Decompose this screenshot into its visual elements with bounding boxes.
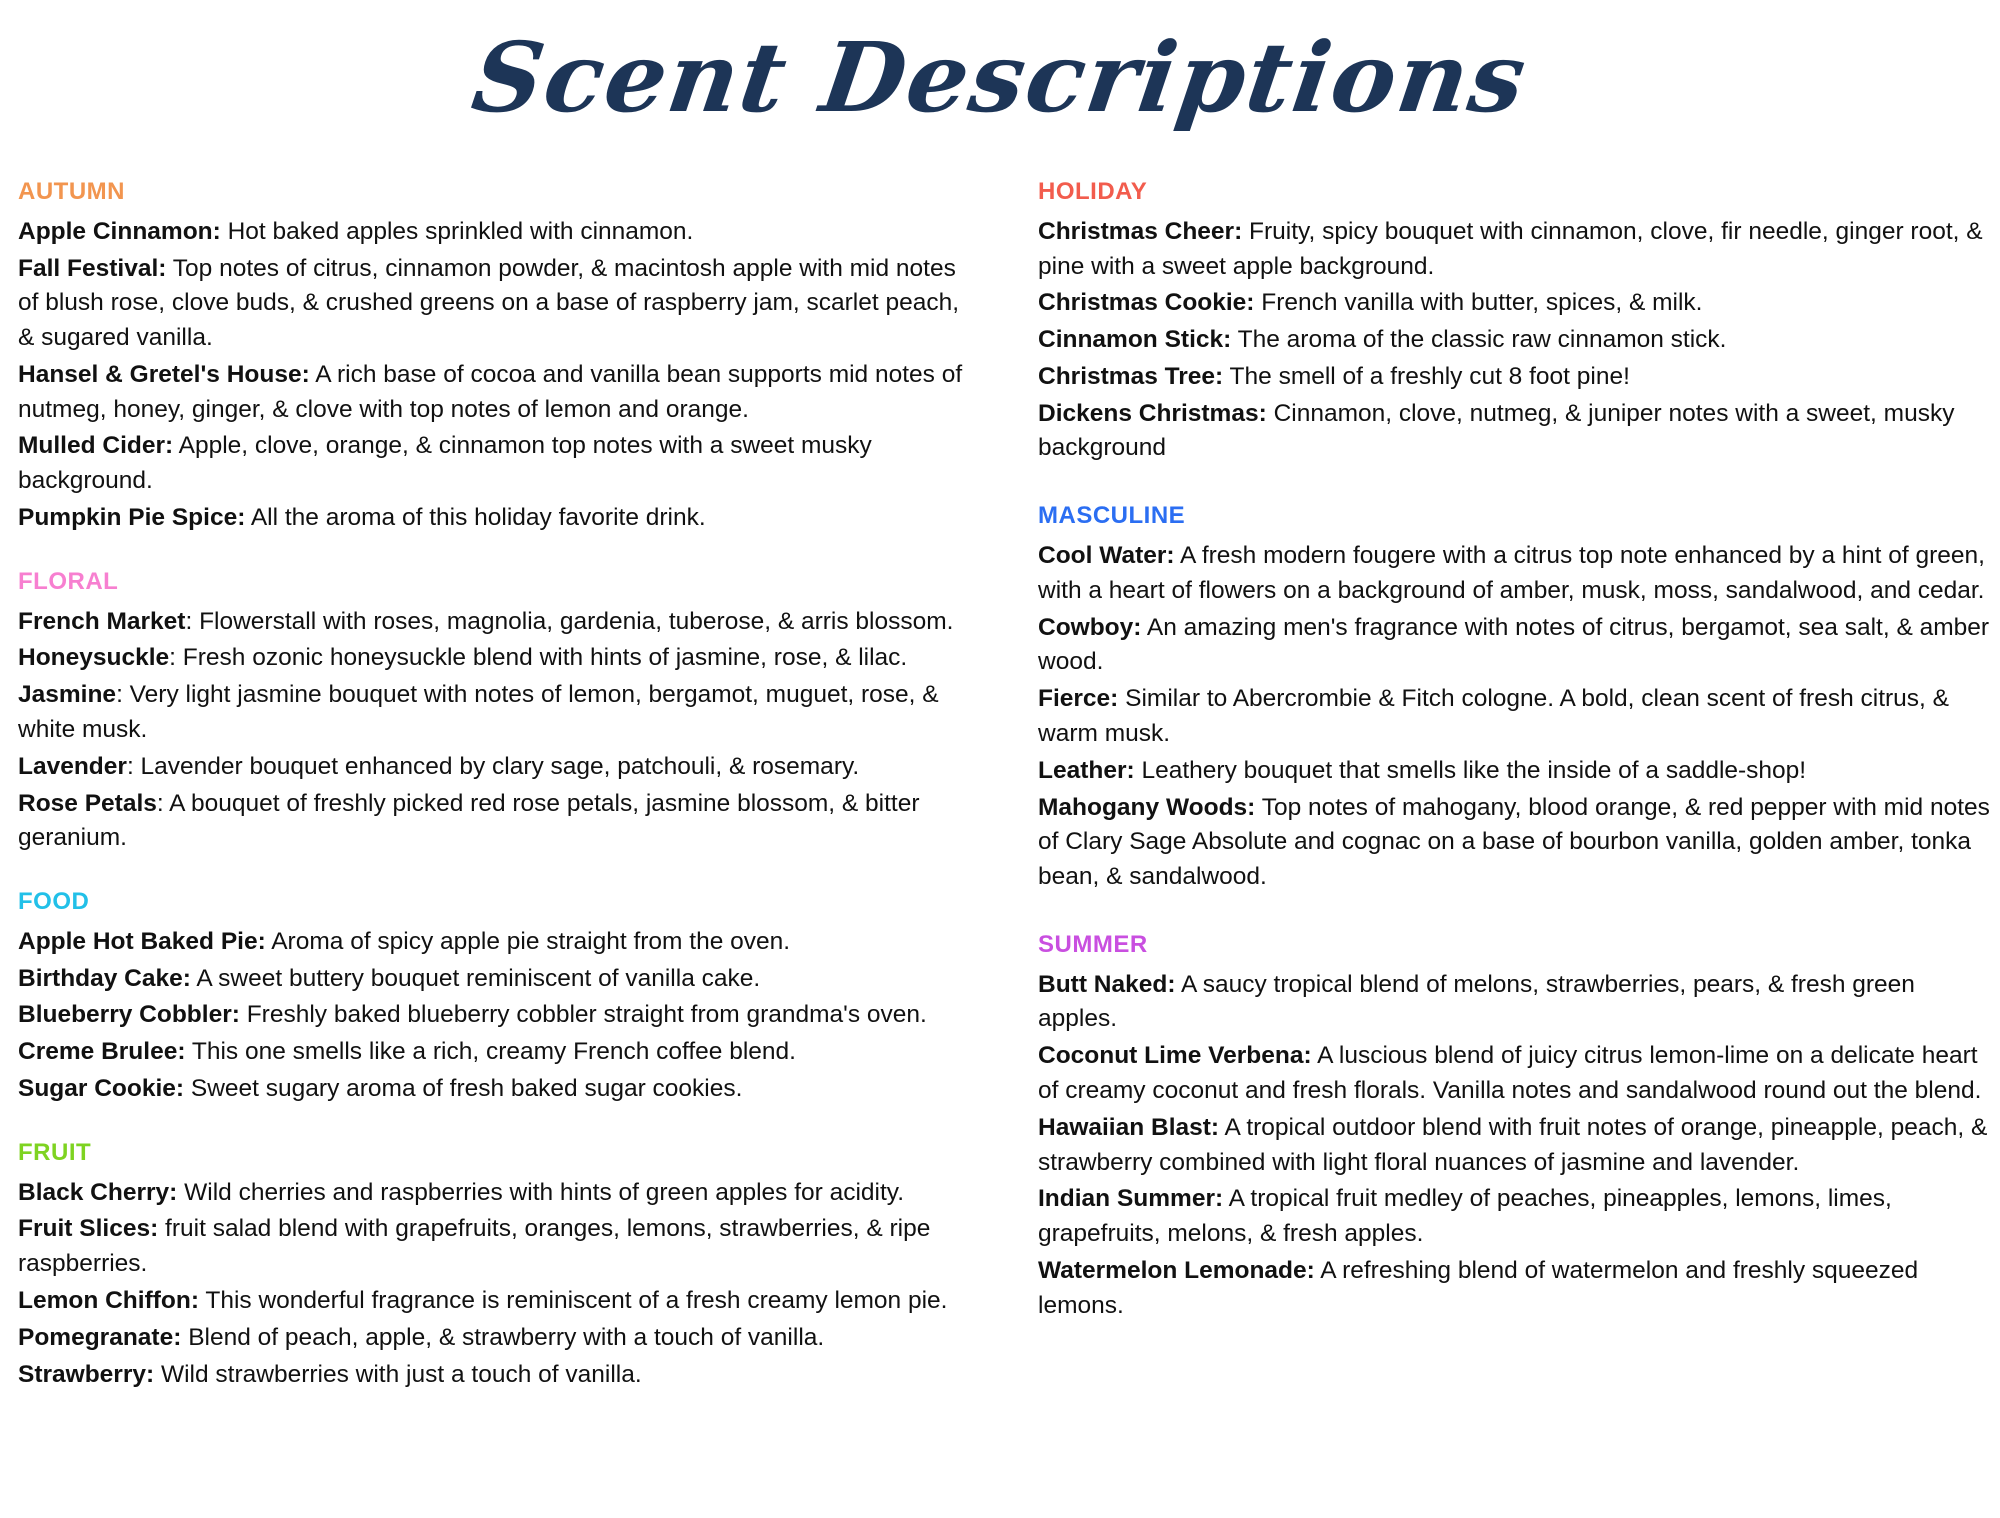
scent-description: : Flowerstall with roses, magnolia, gardenia, tuberose, & arris blossom. — [185, 607, 954, 635]
scent-name: Mahogany Woods: — [1038, 793, 1256, 821]
scent-entry — [18, 501, 978, 536]
scent-description: Similar to Abercrombie & Fitch cologne. A bold, clean scent of fresh citrus, & warm musk. — [1038, 685, 1950, 747]
scent-entry — [1038, 397, 1998, 467]
scent-description: A fresh modern fougere with a citrus top note enhanced by a hint of green, with a heart of flowers on a background of amber, musk, moss, sandalwood, and cedar. — [1038, 542, 1985, 604]
section-heading-fruit: FRUIT — [18, 1138, 92, 1166]
scent-entry — [1038, 539, 1998, 609]
scent-description: : Fresh ozonic honeysuckle blend with hints of jasmine, rose, & lilac. — [169, 644, 908, 672]
scent-description: fruit salad blend with grapefruits, oranges, lemons, strawberries, & ripe raspberries. — [18, 1215, 931, 1278]
section-heading-holiday: HOLIDAY — [1038, 178, 1148, 205]
columns-container — [10, 138, 1990, 1424]
scent-entry — [18, 925, 978, 960]
scent-name: Rose Petals — [18, 789, 157, 817]
scent-section — [18, 178, 978, 536]
scent-name: Watermelon Lemonade: — [1038, 1256, 1315, 1284]
scent-entry — [18, 1321, 978, 1356]
scent-name: Indian Summer: — [1038, 1185, 1224, 1213]
section-heading-masculine: MASCULINE — [1038, 502, 1186, 530]
scent-name: Mulled Cider: — [18, 432, 174, 460]
scent-description: A rich base of cocoa and vanilla bean supports mid notes of nutmeg, honey, ginger, & clove with top notes of lemon and orange. — [18, 360, 963, 423]
scent-name: Jasmine — [18, 681, 117, 709]
scent-entry — [18, 1284, 978, 1319]
scent-entry — [18, 215, 978, 250]
scent-description: : A bouquet of freshly picked red rose petals, jasmine blossom, & bitter geranium. — [18, 789, 920, 852]
scent-entry — [18, 1358, 978, 1393]
scent-description: Aroma of spicy apple pie straight from the oven. — [265, 927, 791, 955]
scent-entry — [18, 787, 978, 857]
scent-entry — [1038, 1254, 1998, 1324]
scent-entry — [18, 750, 978, 785]
scent-description: : Lavender bouquet enhanced by clary sage, patchouli, & rosemary. — [126, 752, 860, 780]
scent-name: Cool Water: — [1038, 542, 1175, 570]
scent-entry — [18, 641, 978, 676]
scent-description: Blend of peach, apple, & strawberry with a touch of vanilla. — [181, 1323, 825, 1351]
scent-description: Cinnamon, clove, nutmeg, & juniper notes with a sweet, musky background — [1038, 399, 1955, 462]
scent-name: Lavender — [18, 752, 127, 780]
scent-section — [1038, 931, 1998, 1324]
scent-name: Hawaiian Blast: — [1038, 1113, 1220, 1141]
right-column — [1038, 178, 1998, 1359]
scent-entry — [1038, 682, 1998, 752]
scent-name: Leather: — [1038, 756, 1135, 784]
scent-description: Leathery bouquet that smells like the inside of a saddle-shop! — [1134, 756, 1807, 784]
scent-section — [1038, 178, 1998, 466]
scent-name: Hansel & Gretel's House: — [18, 360, 310, 388]
left-column — [18, 178, 978, 1424]
scent-name: Coconut Lime Verbena: — [1038, 1042, 1312, 1070]
scent-name: Fruit Slices: — [18, 1215, 159, 1243]
scent-description: Apple, clove, orange, & cinnamon top notes with a sweet musky background. — [18, 432, 872, 495]
scent-description: : Very light jasmine bouquet with notes of lemon, bergamot, muguet, rose, & white musk. — [18, 681, 939, 743]
scent-name: Birthday Cake: — [18, 964, 191, 992]
scent-entry — [1038, 323, 1998, 358]
scent-description: Hot baked apples sprinkled with cinnamon. — [220, 217, 694, 245]
scent-name: Christmas Tree: — [1038, 362, 1224, 390]
scent-entry — [1038, 754, 1998, 789]
scent-name: Fall Festival: — [18, 254, 167, 282]
scent-name: Sugar Cookie: — [18, 1075, 185, 1103]
scent-entry — [18, 252, 978, 356]
scent-entry — [18, 1072, 978, 1107]
scent-description: Freshly baked blueberry cobbler straight from grandma's oven. — [239, 1001, 927, 1029]
scent-entry — [18, 1212, 978, 1282]
scent-description: A luscious blend of juicy citrus lemon-lime on a delicate heart of creamy coconut and fresh florals. Vanilla notes and sandalwood round out the blend. — [1038, 1042, 1982, 1105]
scent-description: All the aroma of this holiday favorite drink. — [245, 504, 706, 532]
scent-description: The smell of a freshly cut 8 foot pine! — [1223, 362, 1630, 390]
scent-name: Cowboy: — [1038, 613, 1142, 641]
section-heading-food: FOOD — [18, 888, 90, 916]
scent-section — [18, 568, 978, 856]
scent-description: Sweet sugary aroma of fresh baked sugar cookies. — [184, 1075, 743, 1103]
scent-description: An amazing men's fragrance with notes of citrus, bergamot, sea salt, & amber wood. — [1038, 613, 1990, 676]
scent-name: Strawberry: — [18, 1360, 155, 1388]
scent-name: Pomegranate: — [18, 1323, 182, 1351]
scent-description: Wild strawberries with just a touch of vanilla. — [154, 1360, 642, 1388]
scent-description: Fruity, spicy bouquet with cinnamon, clove, fir needle, ginger root, & pine with a sweet apple background. — [1038, 217, 1983, 280]
scent-name: Christmas Cookie: — [1038, 289, 1255, 317]
scent-entry — [1038, 1039, 1998, 1109]
scent-entry — [1038, 611, 1998, 681]
scent-entry — [1038, 1182, 1998, 1252]
scent-entry — [18, 678, 978, 748]
scent-name: Fierce: — [1038, 685, 1119, 713]
scent-entry — [1038, 215, 1998, 285]
scent-entry — [18, 358, 978, 428]
scent-entry — [18, 429, 978, 499]
page-title: Scent Descriptions — [466, 21, 1535, 134]
scent-description: Wild cherries and raspberries with hints of green apples for acidity. — [177, 1178, 905, 1206]
scent-description: A sweet buttery bouquet reminiscent of vanilla cake. — [190, 964, 761, 992]
scent-entry — [1038, 360, 1998, 395]
scent-name: French Market — [18, 607, 186, 635]
scent-descriptions-page — [0, 18, 2000, 1518]
scent-name: Black Cherry: — [18, 1178, 178, 1206]
scent-name: Honeysuckle — [18, 644, 170, 672]
scent-entry — [18, 998, 978, 1033]
scent-name: Christmas Cheer: — [1038, 217, 1243, 245]
scent-entry — [1038, 286, 1998, 321]
scent-entry — [18, 962, 978, 997]
scent-name: Apple Cinnamon: — [18, 217, 221, 245]
scent-name: Apple Hot Baked Pie: — [18, 927, 266, 955]
scent-name: Lemon Chiffon: — [18, 1286, 199, 1314]
scent-description: This wonderful fragrance is reminiscent of a fresh creamy lemon pie. — [199, 1286, 948, 1314]
scent-entry — [18, 1176, 978, 1211]
scent-description: Top notes of mahogany, blood orange, & red pepper with mid notes of Clary Sage Absolute and cognac on a base of bourbon vanilla, golden amber, tonka bean, & sandalwood. — [1038, 793, 1990, 891]
scent-section — [18, 888, 978, 1107]
scent-name: Blueberry Cobbler: — [18, 1001, 240, 1029]
scent-description: A saucy tropical blend of melons, strawberries, pears, & fresh green apples. — [1038, 970, 1915, 1033]
scent-description: French vanilla with butter, spices, & milk. — [1254, 289, 1703, 317]
scent-entry — [18, 605, 978, 640]
scent-description: A refreshing blend of watermelon and freshly squeezed lemons. — [1038, 1256, 1919, 1319]
section-heading-floral: FLORAL — [18, 567, 119, 595]
scent-section — [1038, 502, 1998, 895]
scent-description: A tropical fruit medley of peaches, pineapples, lemons, limes, grapefruits, melons, & fresh apples. — [1038, 1185, 1892, 1248]
scent-entry — [1038, 968, 1998, 1038]
section-heading-autumn: AUTUMN — [18, 178, 125, 205]
scent-name: Cinnamon Stick: — [1038, 326, 1232, 354]
scent-description: Top notes of citrus, cinnamon powder, & macintosh apple with mid notes of blush rose, clove buds, & crushed greens on a base of raspberry jam, scarlet peach, & sugared vanilla. — [18, 254, 960, 352]
scent-name: Dickens Christmas: — [1038, 399, 1267, 427]
scent-name: Creme Brulee: — [18, 1038, 186, 1066]
scent-description: A tropical outdoor blend with fruit notes of orange, pineapple, peach, & strawberry combined with light floral nuances of jasmine and lavender. — [1038, 1113, 1988, 1176]
scent-description: This one smells like a rich, creamy French coffee blend. — [185, 1038, 796, 1066]
scent-name: Butt Naked: — [1038, 970, 1176, 998]
section-heading-summer: SUMMER — [1038, 930, 1148, 958]
scent-section — [18, 1139, 978, 1392]
scent-description: The aroma of the classic raw cinnamon stick. — [1231, 326, 1727, 354]
scent-name: Pumpkin Pie Spice: — [18, 504, 246, 532]
scent-entry — [1038, 1111, 1998, 1181]
scent-entry — [1038, 791, 1998, 895]
scent-entry — [18, 1035, 978, 1070]
